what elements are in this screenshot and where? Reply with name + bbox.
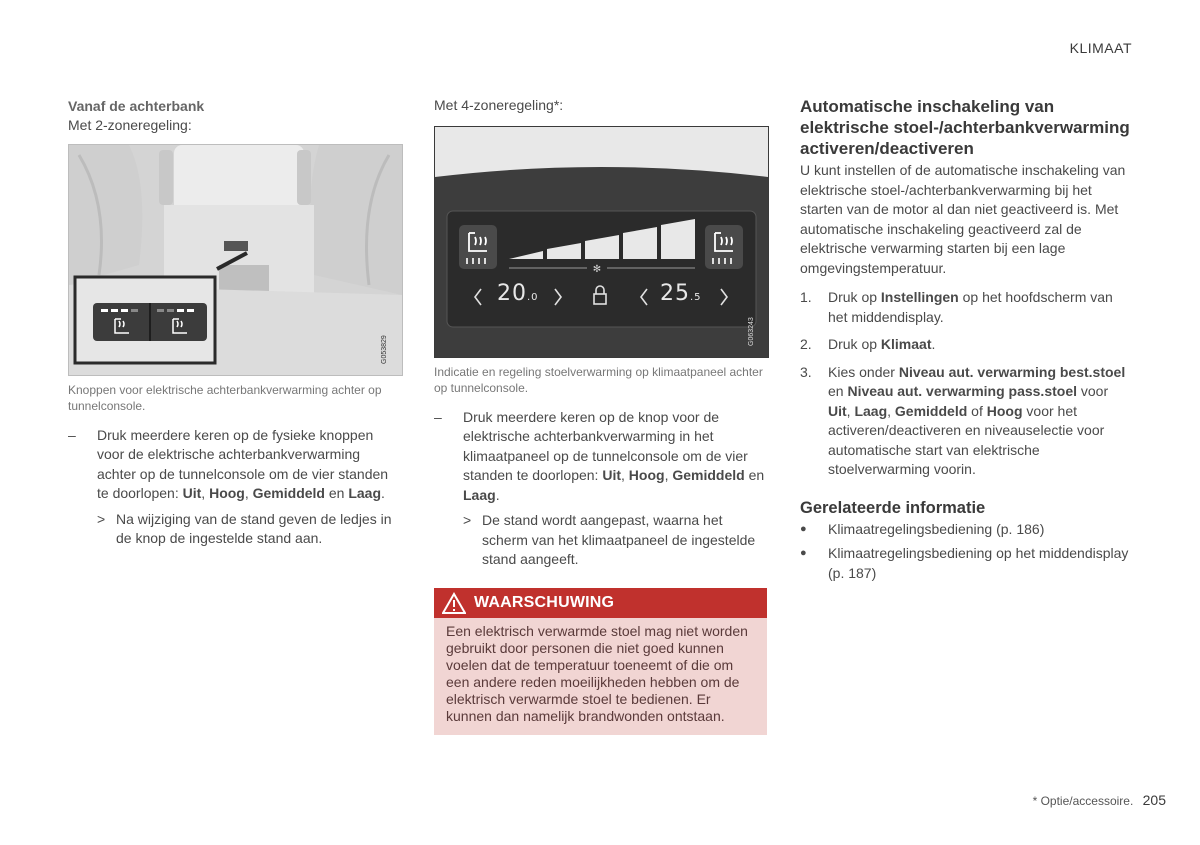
step-item: – Druk meerdere keren op de knop voor de elektrische achterbankverwarming in het klimaatpaneel op de tunnelconsole om de vier standen te doorlopen: Uit, Hoog, Gemiddeld en Laag. — [434, 408, 765, 503]
temperature-right: 25.5 — [660, 280, 702, 306]
result-item: > De stand wordt aangepast, waarna het scherm van het klimaatpaneel de ingestelde stand aangeeft. — [463, 512, 756, 567]
numbered-step-2: 2. Druk op Klimaat. — [800, 336, 936, 352]
result-item: > Na wijziging van de stand geven de ledjes in de knop de ingestelde stand aan. — [97, 510, 392, 546]
figure-caption: Indicatie en regeling stoelverwarming op klimaatpaneel achter op tunnelconsole. — [434, 364, 763, 395]
section-header: KLIMAAT — [1069, 40, 1132, 56]
figure-code: G053829 — [381, 334, 388, 364]
step-item: – Druk meerdere keren op de fysieke knoppen voor de elektrische achterbankverwarming achter op de tunnelconsole om de vier standen te doorlopen: Uit, Hoog, Gemiddeld en Laag. — [68, 426, 389, 501]
rear-console-illustration — [69, 145, 402, 375]
warning-header — [434, 588, 767, 618]
temperature-left: 20.0 — [497, 280, 539, 306]
related-link[interactable]: ● Klimaatregelingsbediening (p. 186) — [800, 520, 1133, 540]
page-number: 205 — [1142, 792, 1166, 808]
column-middle — [434, 96, 767, 735]
figure-rear-console — [68, 144, 403, 376]
related-link[interactable]: ● Klimaatregelingsbediening op het middendisplay (p. 187) — [800, 544, 1133, 583]
intro-text: Met 4-zoneregeling*: — [434, 97, 564, 113]
climate-panel-illustration — [435, 127, 768, 357]
svg-text:✻: ✻ — [592, 263, 602, 275]
warning-title: WAARSCHUWING — [474, 593, 615, 611]
warning-triangle-icon — [442, 592, 466, 614]
column-left — [68, 96, 401, 549]
dash-bullet: – — [434, 408, 442, 425]
result-bullet: > — [97, 510, 106, 527]
numbered-step-1: 1. Druk op Instellingen op het hoofdscherm van het middendisplay. — [800, 289, 1113, 325]
footnote: * Optie/accessoire. — [1032, 794, 1134, 808]
warning-text: Een elektrisch verwarmde stoel mag niet worden gebruikt door personen die niet goed kunnen voelen dat de temperatuur toeneemt of die om een andere reden moeilijkheden hebben om de elektrisch verwarmde stoel te bedienen. Er kunnen dan namelijk brandwonden ontstaan. — [446, 622, 748, 724]
figure-code: G063243 — [748, 316, 755, 346]
figure-caption: Knoppen voor elektrische achterbankverwarming achter op tunnelconsole. — [68, 382, 382, 413]
intro-text: Met 2-zoneregeling: — [68, 117, 192, 133]
figure-climate-panel — [434, 126, 769, 358]
subheading: Vanaf de achterbank — [68, 98, 205, 114]
result-bullet: > — [463, 512, 472, 528]
page-footer — [1033, 792, 1166, 808]
warning-box — [434, 588, 767, 735]
dash-bullet: – — [68, 426, 76, 443]
numbered-step-3: 3. Kies onder Niveau aut. verwarming best.stoel en Niveau aut. verwarming pass.stoel voor Uit, Laag, Gemiddeld of Hoog voor het activeren/deactiveren en niveauselectie voor automatische start van elektrische stoelverwarming voorin. — [800, 363, 1126, 477]
related-heading: Gerelateerde informatie — [800, 498, 986, 517]
column-right — [800, 96, 1133, 583]
intro-text: U kunt instellen of de automatische inschakeling van elektrische stoel-/achterbankverwarming bij het starten van de motor al dan niet geactiveerd is. Met automatische inschakeling geactiveerd zal de elektrische verwarming starten bij een lage omgevingstemperatuur. — [800, 162, 1126, 276]
section-heading: Automatische inschakeling van elektrische stoel-/achterbankverwarming activeren/deactiveren — [800, 97, 1130, 158]
